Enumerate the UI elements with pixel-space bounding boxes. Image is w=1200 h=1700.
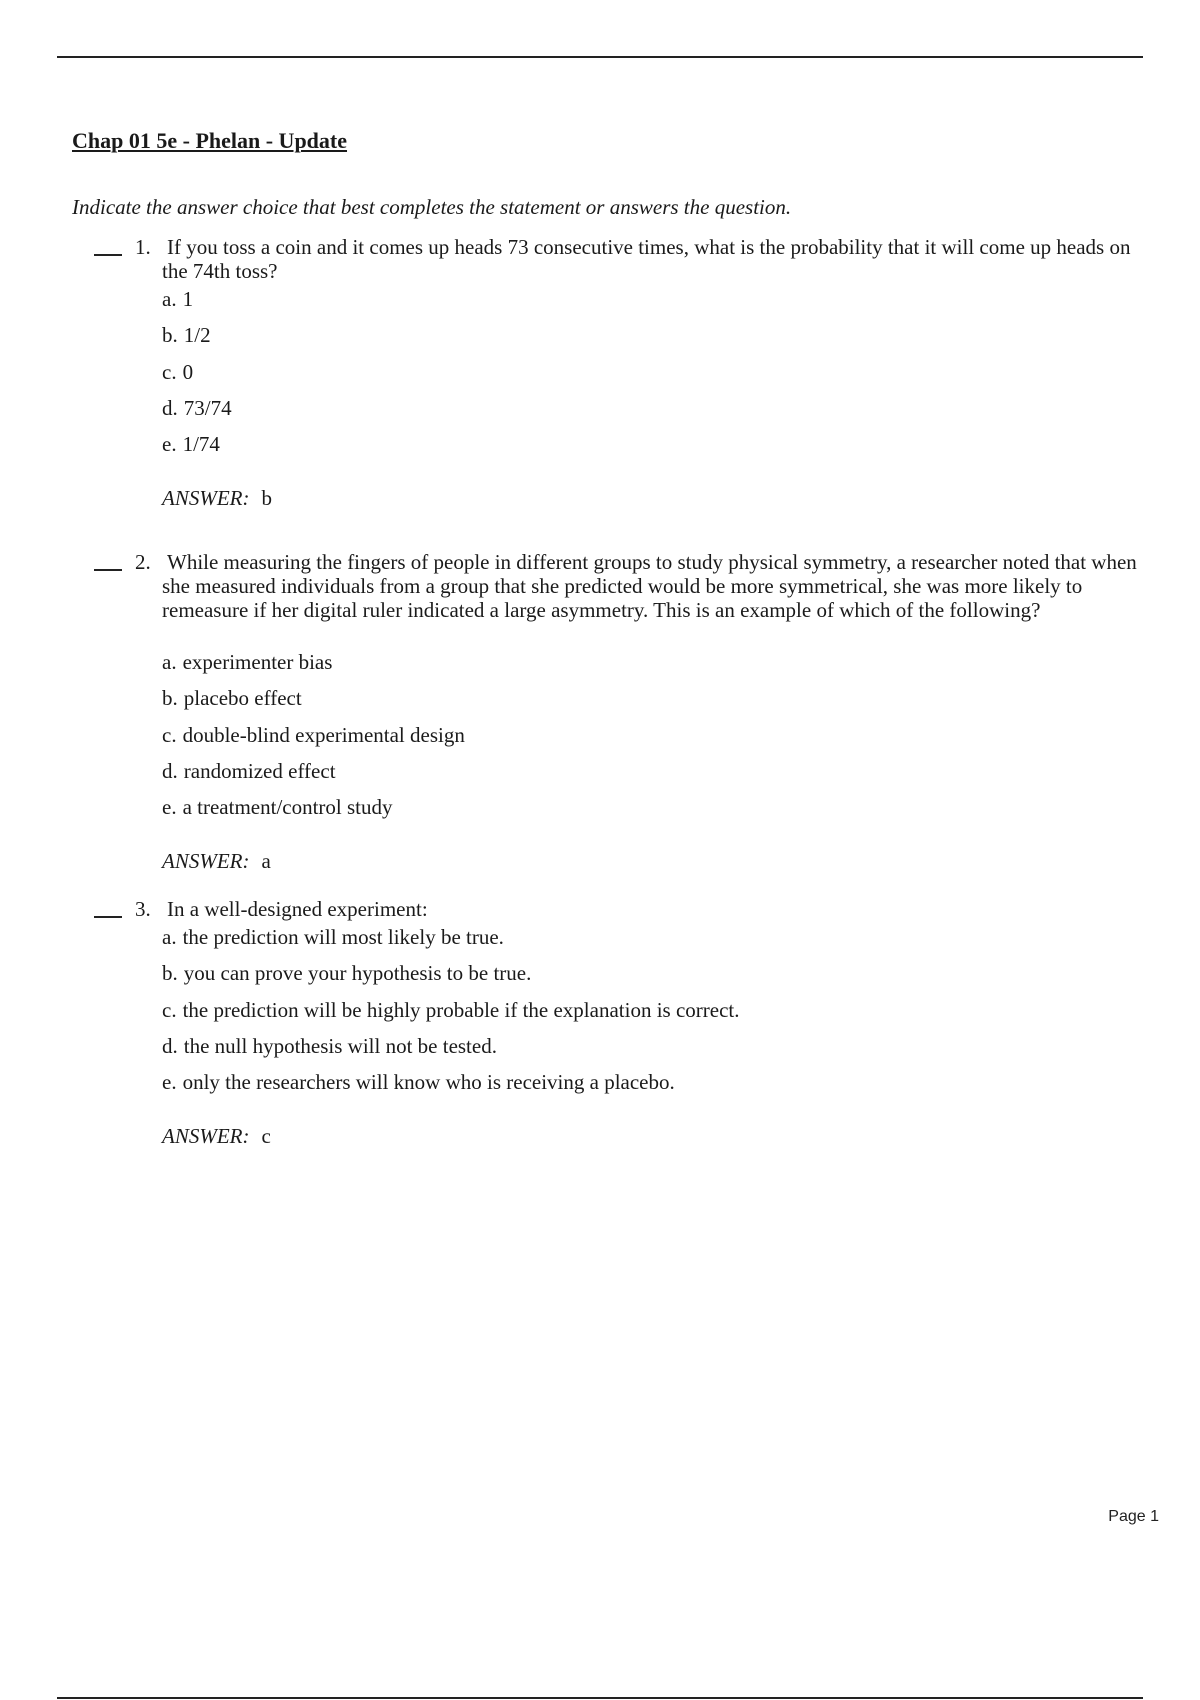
- option-e: e. a treatment/control study: [162, 795, 393, 820]
- option-c: c. 0: [162, 359, 194, 384]
- answer-label: ANSWER:: [162, 486, 250, 510]
- document-title: Chap 01 5e - Phelan - Update: [72, 128, 348, 153]
- answer-value: b: [261, 486, 272, 510]
- answer-blank: [94, 916, 122, 918]
- option-b: b. placebo effect: [162, 686, 302, 711]
- question-text: If you toss a coin and it comes up heads 73 consecutive times, what is the probability that it will come up heads on the 74th toss?: [162, 235, 1131, 283]
- answer-line: [162, 486, 272, 511]
- instructions: Indicate the answer choice that best completes the statement or answers the question.: [72, 195, 792, 219]
- question-text: While measuring the fingers of people in different groups to study physical symmetry, a researcher noted that when she measured individuals from a group that she predicted would be more symmetrical, she was more likely to remeasure if her digital ruler indicated a large asymmetry. This is an example of which of the following?: [162, 550, 1137, 622]
- bottom-divider: [57, 1697, 1143, 1699]
- answer-value: a: [261, 849, 271, 873]
- answer-value: c: [261, 1124, 271, 1148]
- option-a: a. the prediction will most likely be true.: [162, 925, 504, 949]
- question-number: 2.: [135, 550, 151, 574]
- option-c: c. the prediction will be highly probable if the explanation is correct.: [162, 997, 740, 1022]
- option-b: b. 1/2: [162, 323, 211, 348]
- option-d: d. the null hypothesis will not be tested.: [162, 1033, 497, 1058]
- top-divider: [57, 56, 1143, 58]
- option-e: e. only the researchers will know who is receiving a placebo.: [162, 1070, 675, 1095]
- option-d: d. 73/74: [162, 395, 232, 420]
- answer-label: ANSWER:: [162, 1124, 250, 1148]
- answer-blank: [94, 254, 122, 256]
- option-b: b. you can prove your hypothesis to be true.: [162, 961, 532, 986]
- option-list: [162, 925, 740, 1106]
- option-list: [162, 650, 465, 831]
- question-text: In a well-designed experiment:: [167, 897, 428, 921]
- answer-line: [162, 849, 271, 874]
- option-d: d. randomized effect: [162, 758, 336, 783]
- question-number: 3.: [135, 897, 151, 921]
- answer-blank: [94, 569, 122, 571]
- question-number: 1.: [135, 235, 151, 259]
- option-list: [162, 287, 232, 468]
- page-number: Page 1: [1108, 1508, 1159, 1525]
- answer-line: [162, 1124, 271, 1149]
- option-a: a. 1: [162, 287, 194, 311]
- option-a: a. experimenter bias: [162, 650, 333, 674]
- option-e: e. 1/74: [162, 432, 220, 457]
- answer-label: ANSWER:: [162, 849, 250, 873]
- option-c: c. double-blind experimental design: [162, 722, 465, 747]
